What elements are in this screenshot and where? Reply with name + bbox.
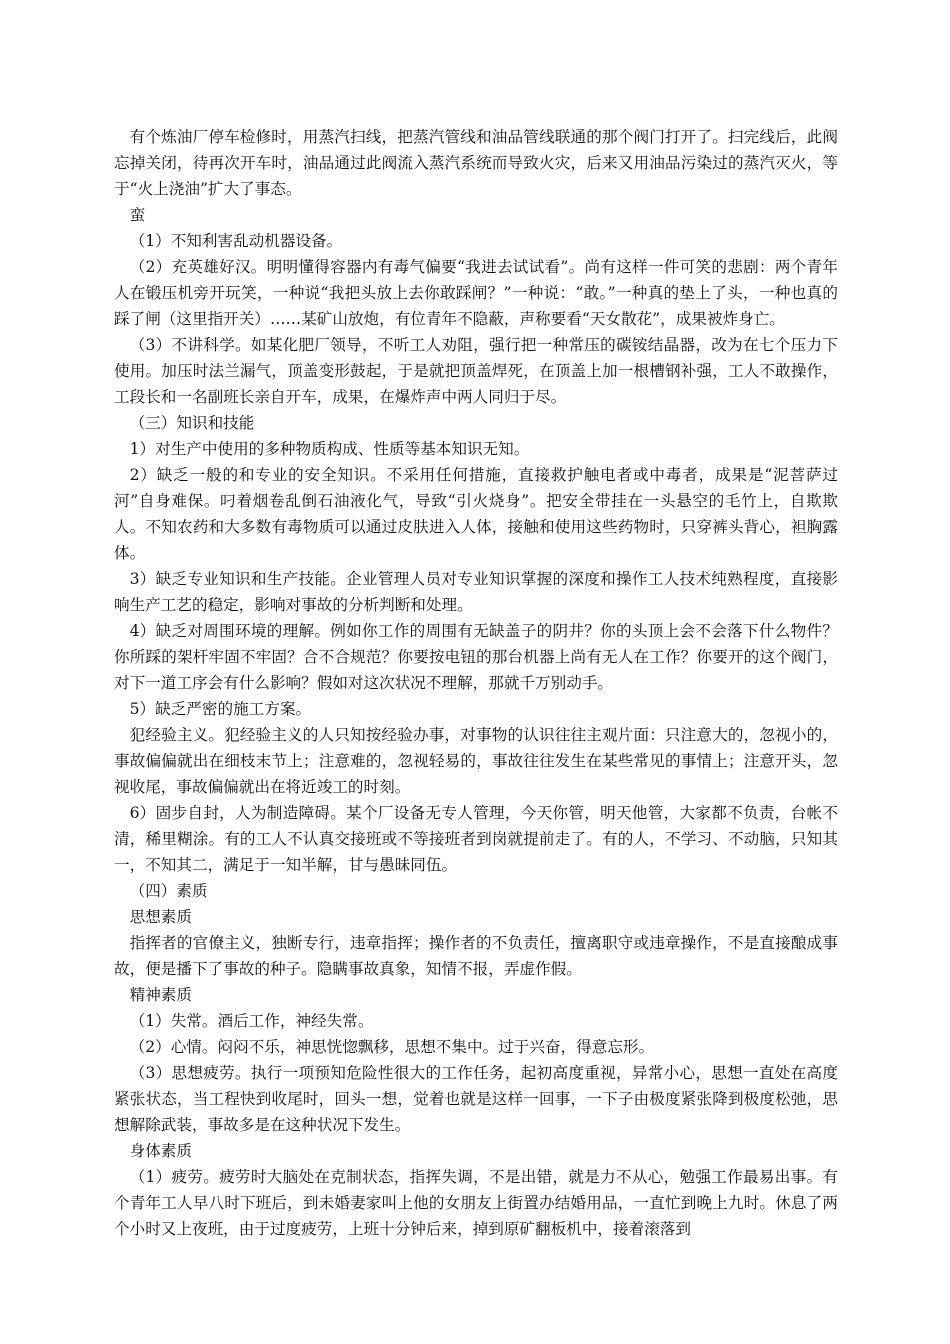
- heading-knowledge-skills: （三）知识和技能: [129, 414, 255, 432]
- paragraph-knowledge-6: 6）固步自封，人为制造障碍。某个厂设备无专人管理，今天你管，明天他管，大家都不负责，台帐不清，稀里糊涂。有的工人不认真交接班或不等接班者到岗就提前走了。有的人，不学习、不动脑，只知其一，不知其二，满足于一知半解，甘与愚昧同伍。: [114, 804, 838, 874]
- paragraph-mental-3: （3）思想疲劳。执行一项预知危险性很大的工作任务，起初高度重视，异常小心，思想一直处在高度紧张状态，当工程快到收尾时，回头一想，觉着也就是这样一回事，一下子由极度紧张降到极度松弛，思想解除武装，事故多是在这种状况下发生。: [114, 1064, 838, 1134]
- paragraph-physical-1: （1）疲劳。疲劳时大脑处在克制状态，指挥失调，不是出错，就是力不从心，勉强工作最易出事。有个青年工人早八时下班后，到未婚妻家叫上他的女朋友上街置办结婚用品，一直忙到晚上九时。休息了两个小时又上夜班，由于过度疲劳，上班十分钟后来，掉到原矿翻板机中，接着滚落到: [114, 1168, 838, 1238]
- paragraph-item-3-unscientific: （3）不讲科学。如某化肥厂领导，不听工人劝阻，强行把一种常压的碳铵结晶器，改为在七个压力下使用。加压时法兰漏气，顶盖变形鼓起，于是就把顶盖焊死，在顶盖上加一根槽钢补强，工人不敢操作，工段长和一名副班长亲自开车，成果，在爆炸声中两人同归于尽。: [114, 336, 838, 406]
- paragraph-knowledge-1: 1）对生产中使用的多种物质构成、性质等基本知识无知。: [129, 440, 530, 458]
- paragraph-knowledge-5: 5）缺乏严密的施工方案。: [129, 700, 312, 718]
- paragraph-ideological-quality: 指挥者的官僚主义，独断专行，违章指挥；操作者的不负责任，擅离职守或违章操作，不是直接酿成事故，便是播下了事故的种子。隐瞒事故真象，知情不报，弄虚作假。: [114, 934, 838, 978]
- heading-physical-quality: 身体素质: [129, 1142, 192, 1160]
- document-page: [114, 124, 838, 1242]
- paragraph-refinery-valve-fire: 有个炼油厂停车检修时，用蒸汽扫线，把蒸汽管线和油品管线联通的那个阀门打开了。扫完线后，此阀忘掉关闭，待再次开车时，油品通过此阀流入蒸汽系统而导致火灾，后来又用油品污染过的蒸汽灭火，等于“火上浇油”扩大了事态。: [114, 128, 838, 198]
- paragraph-item-2-heroics: （2）充英雄好汉。明明懂得容器内有毒气偏要“我进去试试看”。尚有这样一件可笑的悲剧：两个青年人在锻压机旁开玩笑，一种说“我把头放上去你敢踩闸？”一种说：“敢。”一种真的垫上了头，一种也真的踩了闸（这里指开关）……某矿山放炮，有位青年不隐蔽，声称要看“天女散花”，成果被炸身亡。: [114, 258, 838, 328]
- paragraph-knowledge-2: 2）缺乏一般的和专业的安全知识。不采用任何措施，直接救护触电者或中毒者，成果是“泥菩萨过河”自身难保。叼着烟卷乱倒石油液化气，导致“引火烧身”。把安全带挂在一头悬空的毛竹上，自欺欺人。不知农药和大多数有毒物质可以通过皮肤进入人体，接触和使用这些药物时，只穿裤头背心，袒胸露体。: [114, 466, 838, 562]
- heading-mental-quality: 精神素质: [129, 986, 192, 1004]
- paragraph-empiricism: 犯经验主义。犯经验主义的人只知按经验办事，对事物的认识往往主观片面：只注意大的，忽视小的，事故偏偏就出在细枝末节上；注意难的，忽视轻易的，事故往往发生在某些常见的事情上；注意开头，忽视收尾，事故偏偏就出在将近竣工的时刻。: [114, 726, 838, 796]
- paragraph-knowledge-4: 4）缺乏对周围环境的理解。例如你工作的周围有无缺盖子的阴井？你的头顶上会不会落下什么物件？你所踩的架杆牢固不牢固？合不合规范？你要按电钮的那台机器上尚有无人在工作？你要开的这个阀门，对下一道工序会有什么影响？假如对这次状况不理解，那就千万别动手。: [114, 622, 838, 692]
- paragraph-mental-1: （1）失常。酒后工作，神经失常。: [129, 1012, 374, 1030]
- paragraph-item-1-misuse: （1）不知利害乱动机器设备。: [129, 232, 343, 250]
- heading-man: 蛮: [129, 206, 146, 224]
- heading-quality: （四）素质: [129, 882, 208, 900]
- paragraph-knowledge-3: 3）缺乏专业知识和生产技能。企业管理人员对专业知识掌握的深度和操作工人技术纯熟程度，直接影响生产工艺的稳定，影响对事故的分析判断和处理。: [114, 570, 838, 614]
- heading-ideological-quality: 思想素质: [129, 908, 192, 926]
- paragraph-mental-2: （2）心情。闷闷不乐，神思恍惚飘移，思想不集中。过于兴奋，得意忘形。: [129, 1038, 655, 1056]
